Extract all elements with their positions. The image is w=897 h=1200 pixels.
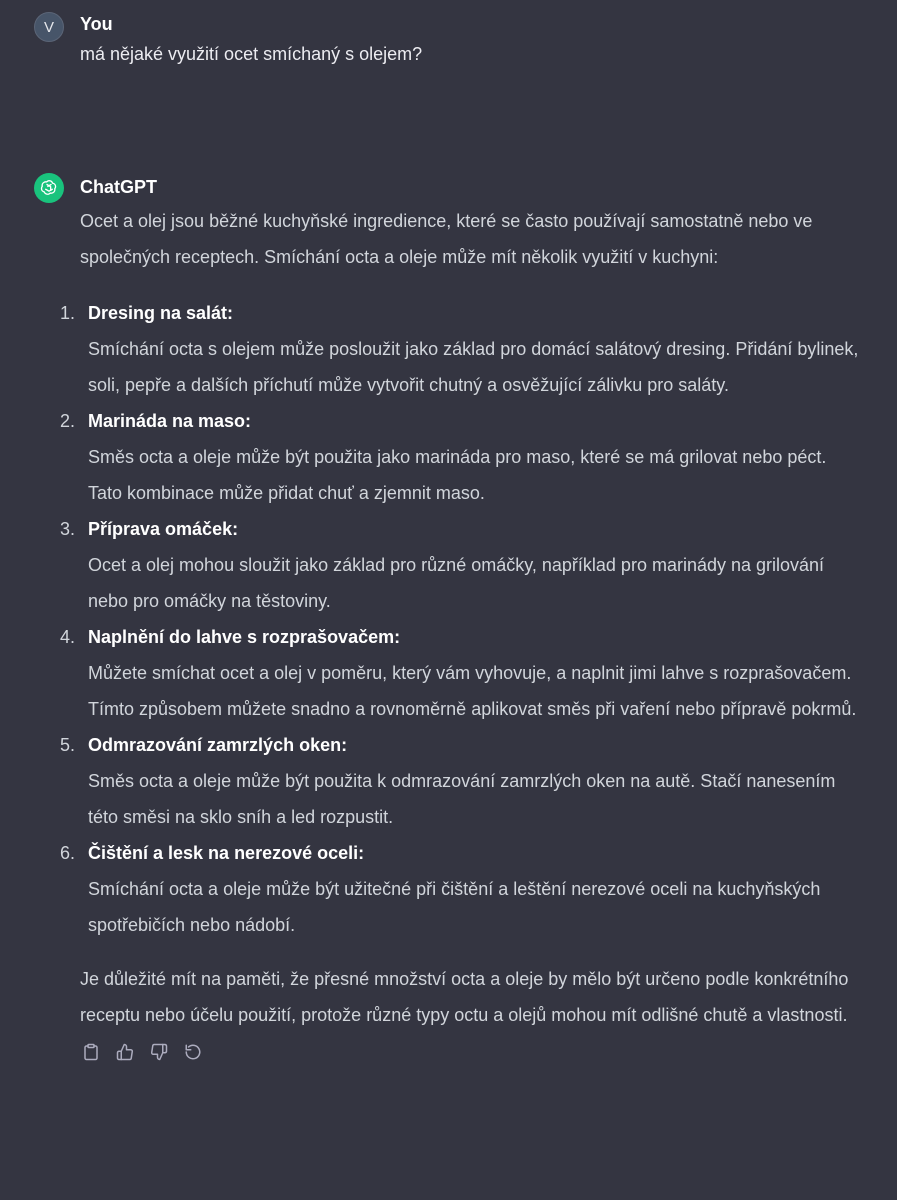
list-item	[60, 619, 861, 727]
list-item-number: 1.	[60, 303, 76, 323]
regenerate-button[interactable]	[182, 1041, 204, 1063]
list-item-title: Dresing na salát:	[88, 303, 234, 323]
list-item-description: Můžete smíchat ocet a olej v poměru, který vám vyhovuje, a naplnit jimi lahve s rozprašovačem. Tímto způsobem můžete snadno a rovnoměrně aplikovat směs při vaření nebo přípravě pokrmů.	[88, 663, 857, 719]
message-actions	[80, 1041, 861, 1063]
assistant-message-body	[60, 203, 861, 1033]
list-item	[60, 835, 861, 943]
thumbs-down-button[interactable]	[148, 1041, 170, 1063]
list-item	[60, 295, 861, 403]
assistant-closing: Je důležité mít na paměti, že přesné množství octa a oleje by mělo být určeno podle konkrétního receptu nebo účelu použití, protože různé typy octu a olejů mohou mít odlišné chutě a vlastnosti.	[80, 969, 849, 1025]
assistant-author-name: ChatGPT	[80, 177, 158, 197]
list-item-description: Ocet a olej mohou sloužit jako základ pro různé omáčky, například pro marinády na grilování nebo pro omáčky na těstoviny.	[88, 555, 825, 611]
uses-list	[60, 295, 861, 943]
list-item-description: Smíchání octa a oleje může být užitečné při čištění a leštění nerezové oceli na kuchyňských spotřebičích nebo nádobí.	[88, 879, 821, 935]
list-item	[60, 403, 861, 511]
clipboard-icon	[82, 1043, 100, 1061]
user-message-text: má nějaké využití ocet smíchaný s olejem?	[80, 44, 423, 64]
copy-button[interactable]	[80, 1041, 102, 1063]
list-item-title: Příprava omáček:	[88, 519, 239, 539]
thumbs-up-button[interactable]	[114, 1041, 136, 1063]
chatgpt-logo-icon	[34, 173, 64, 203]
list-item-title: Odmrazování zamrzlých oken:	[88, 735, 348, 755]
regenerate-icon	[184, 1043, 202, 1061]
list-item-description: Směs octa a oleje může být použita jako marináda pro maso, které se má grilovat nebo péct. Tato kombinace může přidat chuť a zjemnit maso.	[88, 447, 827, 503]
list-item-description: Smíchání octa s olejem může posloužit jako základ pro domácí salátový dresing. Přidání bylinek, soli, pepře a dalších příchutí může vytvořit chutný a osvěžující zálivku pro saláty.	[88, 339, 859, 395]
list-item-number: 6.	[60, 843, 76, 863]
list-item-description: Směs octa a oleje může být použita k odmrazování zamrzlých oken na autě. Stačí nanesením této směsi na sklo sníh a led rozpustit.	[88, 771, 836, 827]
list-item-number: 3.	[60, 519, 76, 539]
list-item-number: 2.	[60, 411, 76, 431]
list-item	[60, 511, 861, 619]
list-item-title: Čištění a lesk na nerezové oceli:	[88, 843, 365, 863]
thumbs-up-icon	[116, 1043, 134, 1061]
user-avatar	[34, 12, 64, 42]
user-avatar-letter: V	[43, 18, 54, 36]
assistant-message	[0, 173, 897, 1063]
thumbs-down-icon	[150, 1043, 168, 1061]
list-item-number: 5.	[60, 735, 76, 755]
user-author-name: You	[80, 14, 113, 34]
list-item-title: Marináda na maso:	[88, 411, 252, 431]
list-item-title: Naplnění do lahve s rozprašovačem:	[88, 627, 401, 647]
list-item-number: 4.	[60, 627, 76, 647]
user-message	[0, 0, 897, 68]
list-item	[60, 727, 861, 835]
assistant-intro: Ocet a olej jsou běžné kuchyňské ingredience, které se často používají samostatně nebo ve společných receptech. Smíchání octa a oleje může mít několik využití v kuchyni:	[80, 211, 813, 267]
